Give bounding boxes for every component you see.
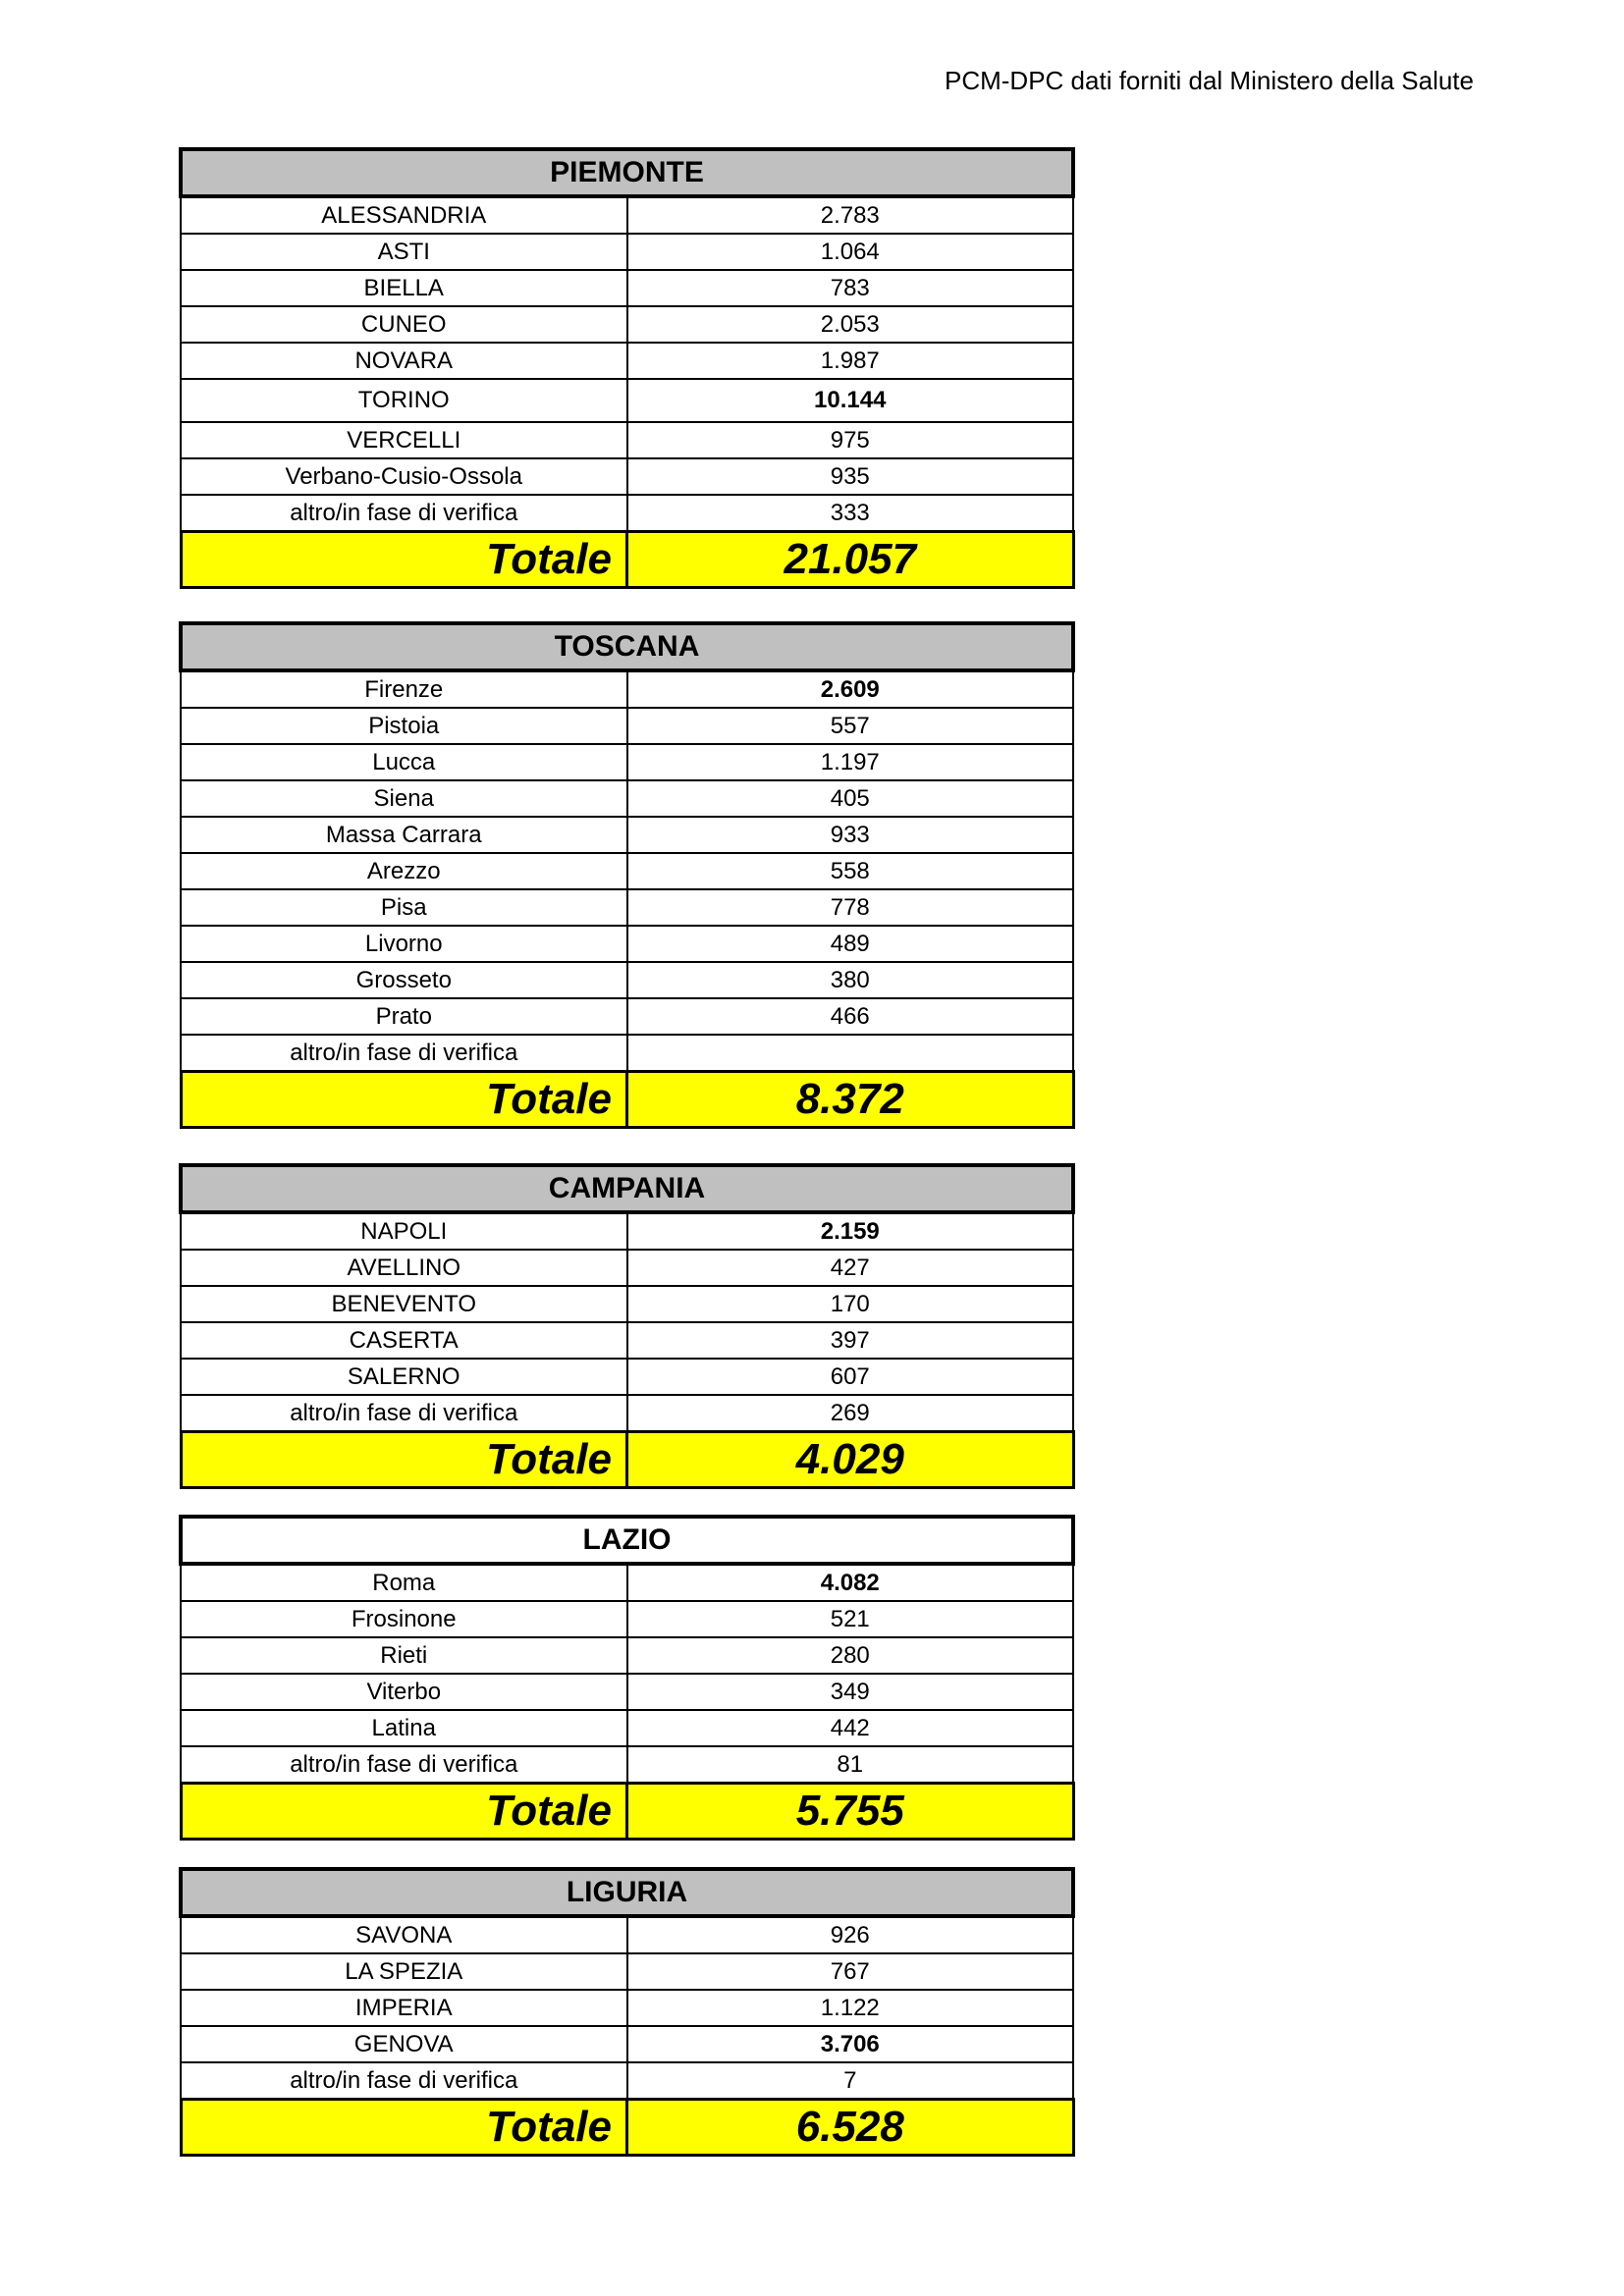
region-table-lazio <box>179 1515 1075 1841</box>
region-table-piemonte <box>179 147 1075 589</box>
province-name: SALERNO <box>181 1359 627 1395</box>
table-row <box>181 422 1073 458</box>
province-value: 7 <box>627 2062 1074 2100</box>
table-row <box>181 2026 1073 2062</box>
province-name: Roma <box>181 1564 627 1601</box>
total-row <box>181 1432 1073 1488</box>
province-name: altro/in fase di verifica <box>181 1395 627 1432</box>
province-name: IMPERIA <box>181 1990 627 2026</box>
total-value: 5.755 <box>627 1784 1074 1840</box>
table-row <box>181 1674 1073 1710</box>
table-row <box>181 1035 1073 1072</box>
province-value: 170 <box>627 1286 1074 1322</box>
province-value: 2.053 <box>627 306 1074 343</box>
table-row <box>181 1395 1073 1432</box>
province-value: 427 <box>627 1250 1074 1286</box>
province-value: 783 <box>627 270 1074 306</box>
region-header: PIEMONTE <box>181 149 1073 196</box>
province-name: NAPOLI <box>181 1212 627 1250</box>
table-row <box>181 889 1073 926</box>
province-name: TORINO <box>181 379 627 422</box>
table-row <box>181 1212 1073 1250</box>
table-row <box>181 962 1073 998</box>
province-value: 1.064 <box>627 234 1074 270</box>
province-value: 442 <box>627 1710 1074 1746</box>
total-value: 4.029 <box>627 1432 1074 1488</box>
total-label: Totale <box>181 532 627 588</box>
table-row <box>181 853 1073 889</box>
table-row <box>181 670 1073 708</box>
region-table-campania <box>179 1163 1075 1489</box>
table-row <box>181 343 1073 379</box>
table-row <box>181 379 1073 422</box>
table-row <box>181 1637 1073 1674</box>
source-note: PCM-DPC dati forniti dal Ministero della Salute <box>945 66 1474 95</box>
province-value: 380 <box>627 962 1074 998</box>
province-name: Livorno <box>181 926 627 962</box>
table-row <box>181 1746 1073 1784</box>
province-name: CASERTA <box>181 1322 627 1359</box>
province-value: 3.706 <box>627 2026 1074 2062</box>
province-name: Pistoia <box>181 708 627 744</box>
province-value: 489 <box>627 926 1074 962</box>
table-row <box>181 2062 1073 2100</box>
table-row <box>181 234 1073 270</box>
table-row <box>181 817 1073 853</box>
table-row <box>181 1250 1073 1286</box>
region-table-toscana <box>179 621 1075 1129</box>
province-value: 333 <box>627 495 1074 532</box>
region-header: LAZIO <box>181 1517 1073 1564</box>
province-name: SAVONA <box>181 1916 627 1953</box>
total-value: 6.528 <box>627 2100 1074 2156</box>
total-value: 8.372 <box>627 1072 1074 1128</box>
province-name: Pisa <box>181 889 627 926</box>
table-row <box>181 1359 1073 1395</box>
province-value: 4.082 <box>627 1564 1074 1601</box>
province-name: Firenze <box>181 670 627 708</box>
province-value: 2.159 <box>627 1212 1074 1250</box>
table-row <box>181 1990 1073 2026</box>
total-label: Totale <box>181 1784 627 1840</box>
province-name: altro/in fase di verifica <box>181 495 627 532</box>
region-header: CAMPANIA <box>181 1165 1073 1212</box>
province-value: 1.987 <box>627 343 1074 379</box>
province-value: 349 <box>627 1674 1074 1710</box>
province-name: Prato <box>181 998 627 1035</box>
province-value: 280 <box>627 1637 1074 1674</box>
province-value: 767 <box>627 1953 1074 1990</box>
total-row <box>181 1784 1073 1840</box>
province-value: 466 <box>627 998 1074 1035</box>
province-name: BIELLA <box>181 270 627 306</box>
region-header: LIGURIA <box>181 1869 1073 1916</box>
table-row <box>181 306 1073 343</box>
province-name: Lucca <box>181 744 627 780</box>
table-row <box>181 708 1073 744</box>
province-name: NOVARA <box>181 343 627 379</box>
table-row <box>181 780 1073 817</box>
region-header: TOSCANA <box>181 623 1073 670</box>
province-name: Viterbo <box>181 1674 627 1710</box>
province-value: 2.609 <box>627 670 1074 708</box>
province-name: altro/in fase di verifica <box>181 1035 627 1072</box>
province-name: altro/in fase di verifica <box>181 2062 627 2100</box>
province-value: 607 <box>627 1359 1074 1395</box>
province-value: 557 <box>627 708 1074 744</box>
province-value: 933 <box>627 817 1074 853</box>
table-row <box>181 744 1073 780</box>
table-row <box>181 1916 1073 1953</box>
total-row <box>181 532 1073 588</box>
province-value: 1.122 <box>627 1990 1074 2026</box>
province-value: 935 <box>627 458 1074 495</box>
table-row <box>181 1953 1073 1990</box>
province-value: 81 <box>627 1746 1074 1784</box>
province-name: GENOVA <box>181 2026 627 2062</box>
province-name: AVELLINO <box>181 1250 627 1286</box>
province-name: ASTI <box>181 234 627 270</box>
table-row <box>181 458 1073 495</box>
province-name: Massa Carrara <box>181 817 627 853</box>
table-row <box>181 1710 1073 1746</box>
province-name: BENEVENTO <box>181 1286 627 1322</box>
table-row <box>181 1322 1073 1359</box>
province-name: Frosinone <box>181 1601 627 1637</box>
total-value: 21.057 <box>627 532 1074 588</box>
province-value: 975 <box>627 422 1074 458</box>
province-value: 397 <box>627 1322 1074 1359</box>
table-row <box>181 270 1073 306</box>
table-row <box>181 1286 1073 1322</box>
province-name: Grosseto <box>181 962 627 998</box>
table-row <box>181 998 1073 1035</box>
table-row <box>181 1564 1073 1601</box>
province-value: 778 <box>627 889 1074 926</box>
province-value: 1.197 <box>627 744 1074 780</box>
province-name: Latina <box>181 1710 627 1746</box>
table-row <box>181 196 1073 234</box>
table-row <box>181 1601 1073 1637</box>
province-value: 405 <box>627 780 1074 817</box>
table-row <box>181 926 1073 962</box>
region-table-liguria <box>179 1867 1075 2157</box>
province-name: CUNEO <box>181 306 627 343</box>
province-name: Siena <box>181 780 627 817</box>
total-row <box>181 1072 1073 1128</box>
province-value: 2.783 <box>627 196 1074 234</box>
province-name: Verbano-Cusio-Ossola <box>181 458 627 495</box>
province-name: altro/in fase di verifica <box>181 1746 627 1784</box>
province-name: LA SPEZIA <box>181 1953 627 1990</box>
province-value: 558 <box>627 853 1074 889</box>
province-name: ALESSANDRIA <box>181 196 627 234</box>
table-row <box>181 495 1073 532</box>
province-name: Arezzo <box>181 853 627 889</box>
province-value: 269 <box>627 1395 1074 1432</box>
total-label: Totale <box>181 2100 627 2156</box>
province-value <box>627 1035 1074 1072</box>
total-label: Totale <box>181 1072 627 1128</box>
province-value: 10.144 <box>627 379 1074 422</box>
province-value: 926 <box>627 1916 1074 1953</box>
total-row <box>181 2100 1073 2156</box>
total-label: Totale <box>181 1432 627 1488</box>
province-name: Rieti <box>181 1637 627 1674</box>
province-name: VERCELLI <box>181 422 627 458</box>
province-value: 521 <box>627 1601 1074 1637</box>
